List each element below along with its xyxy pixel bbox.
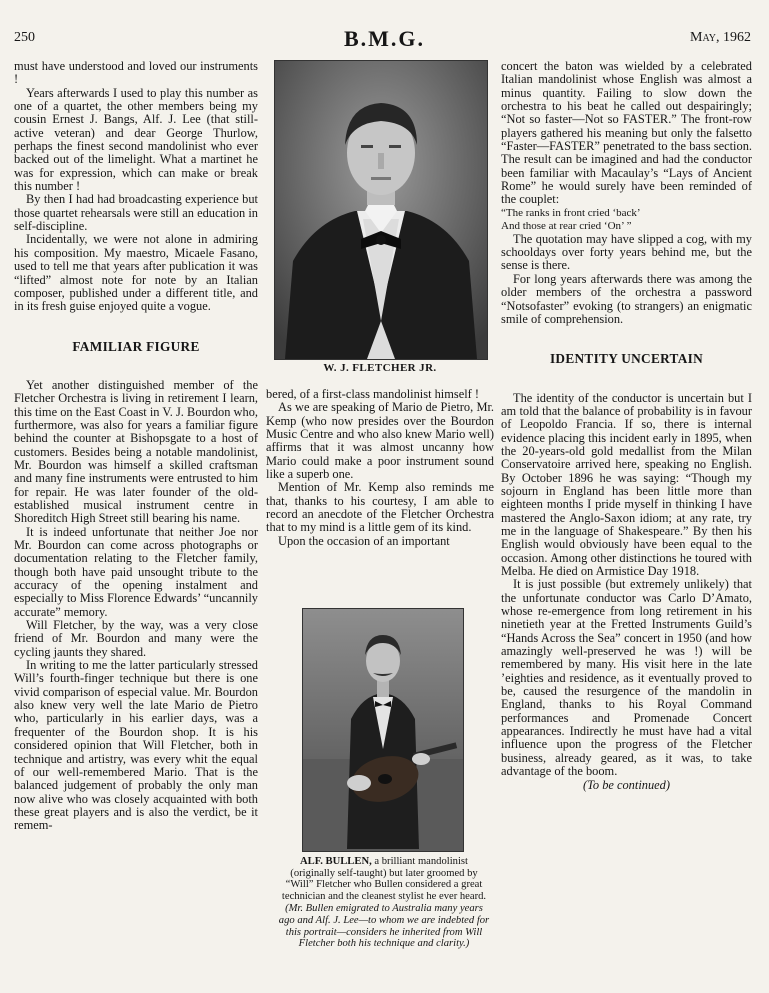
paragraph: Mention of Mr. Kemp also reminds me that, thanks to his courtesy, I am able to record an anecdote of the Fletcher Orchestra that to my mind is a little gem of its kind. xyxy=(266,480,494,535)
paragraph: Yet another distinguished member of the Fletcher Orchestra is living in retirement I learn, this time on the East Coast in V. J. Bourdon who, furthermore, was also for years a familiar figure behind the counter at Bishopsgate to a host of customers. Besides being a notable mandolinist, Mr. Bourdon was himself a skilled craftsman and many fine instruments were entrusted to him for repair. He was later founder of the old-established musical instrument centre in Shoreditch High Street still bearing his name. xyxy=(14,377,258,526)
paragraph: concert the baton was wielded by a celebrated Italian mandolinist whose English was almost a minus quantity. Failing to slow down the orchestra to his beat he called out despairingly; “Not so faster—Not so FASTER.” The front-row players gathered his meaning but only the falsetto “Faster—FASTER” penetrated to the bass section. The result can be imagined and had the conductor been familiar with Macaulay’s “Lays of Ancient Rome” he would surely have been reminded of the couplet: xyxy=(501,59,752,207)
paragraph: For long years afterwards there was among the older members of the orchestra a password “Notsofaster” evoking (to strangers) an enigmatic smile of comprehension. xyxy=(501,271,752,326)
paragraph: It is indeed unfortunate that neither Joe nor Mr. Bourdon can come across photographs or documentation relating to the Fletcher family, though both have paid unsought tribute to the accuracy of the opening instalment and especially to Miss Florence Edwards’ “uncannily accurate” memory. xyxy=(14,524,258,619)
paragraph: The identity of the conductor is uncertain but I am told that the balance of probability is in favour of Leopoldo Francia. If so, there is internal evidence placing this incident early in 1895, when the 20-years-old gold medallist from the Milan Conservatoire arrived here, speaking no English. By October 1896 he was saying: “Though my sojourn in England has been little more than eighteen months I pride myself in thinking I have mastered the Anglo-Saxon idiom; at any rate, try me in the language of Shakespeare.” By then his English would obviously have been equal to the occasion. Among other distinctions he toured with Melba. He died on Armistice Day 1918. xyxy=(501,390,752,578)
quote-line: And those at rear cried ‘On’ ” xyxy=(501,219,632,232)
paragraph: By then I had had broadcasting experience but those quartet rehearsals were still an education in self-discipline. xyxy=(14,192,258,234)
photo-caption-bullen xyxy=(277,856,491,950)
photo-caption-fletcher: W. J. FLETCHER JR. xyxy=(323,362,437,374)
section-heading-identity-uncertain: IDENTITY UNCERTAIN xyxy=(549,351,704,367)
photo-bullen-with-mandolin xyxy=(302,608,464,852)
magazine-title: B.M.G. xyxy=(343,26,426,51)
paragraph: Upon the occasion of an important xyxy=(278,533,450,548)
issue-date: May, 1962 xyxy=(690,30,751,45)
paragraph: Years afterwards I used to play this number as one of a quartet, the other members being my cousin Ernest J. Bangs, Alf. J. Lee (that still-active veteran) and dear George Thurlow, perhaps the finest second mandolinist who ever backed out of the limelight. What a martinet he was for expression, which can make or break this number ! xyxy=(14,85,258,194)
paragraph: In writing to me the latter particularly stressed Will’s fourth-finger technique but there is one vivid comparison of especial value. Mr. Bourdon also knew very well the late Mario de Pietro who, particularly in his earlier days, was a frequenter of the Bourdon shop. It is his considered opinion that Will Fletcher, both in technique and artistry, was every whit the equal of our well-remembered Mario. That is the balanced judgement of probably the only man now alive who was closely acquainted with both these great players and is also the verdict, be it remem- xyxy=(14,658,258,833)
page-number: 250 xyxy=(14,30,35,45)
to-be-continued: (To be continued) xyxy=(583,777,670,792)
portrait-photo-fletcher xyxy=(274,60,488,360)
caption-name: ALF. BULLEN, xyxy=(300,856,372,867)
paragraph: The quotation may have slipped a cog, with my schooldays over forty years behind me, but the sense is there. xyxy=(501,231,752,273)
column-left xyxy=(14,60,258,833)
paragraph: must have understood and loved our instruments ! xyxy=(14,59,258,87)
paragraph: bered, of a first-class mandolinist himself ! xyxy=(266,387,479,401)
paragraph: Incidentally, we were not alone in admiring his composition. My maestro, Micaele Fasano, used to tell me that years after publication it was “lifted” almost note for note by an Italian composer, published under a different title, and in its fresh guise enjoyed quite a vogue. xyxy=(14,232,258,314)
column-middle xyxy=(266,388,494,548)
column-right xyxy=(501,60,752,792)
section-heading-familiar-figure: FAMILIAR FIGURE xyxy=(72,338,200,354)
paragraph: It is just possible (but extremely unlikely) that the unfortunate conductor was Carlo D’Amato, whose re-emergence from long retirement in his ninetieth year at the Fretted Instruments Guild’s “Hands Across the Sea” concert in 1950 (and how amazingly well-preserved he was !) will be remembered by many. His visit here in the late ’eighties and residence, as it eventually proved to be, caused the resurgence of the mandolin in England, thanks to his Royal Command performances and Promenade Concert appearances. Indirectly he must have had a vital influence upon the progress of the Fletcher business, already geared, as it was, to take advantage of the boom. xyxy=(501,577,752,779)
caption-text: a brilliant mandolinist (originally self-taught) but later groomed by “Will” Fletcher who Bullen considered a great technician and the cleanest stylist he ever heard. xyxy=(281,856,487,902)
quote-line: “The ranks in front cried ‘back’ xyxy=(501,206,641,219)
paragraph: Will Fletcher, by the way, was a very close friend of Mr. Bourdon and many were the cycling jaunts they shared. xyxy=(14,618,258,659)
paragraph: As we are speaking of Mario de Pietro, Mr. Kemp (who now presides over the Bourdon Music Centre and who also knew Mario well) affirms that it was almost uncanny how Mario could make a poor instrument sound like a superb one. xyxy=(266,400,494,482)
caption-italic-note: (Mr. Bullen emigrated to Australia many years ago and Alf. J. Lee—to whom we are indebted for this portrait—considers he inherited from Will Fletcher both his technique and clarity.) xyxy=(278,903,490,950)
